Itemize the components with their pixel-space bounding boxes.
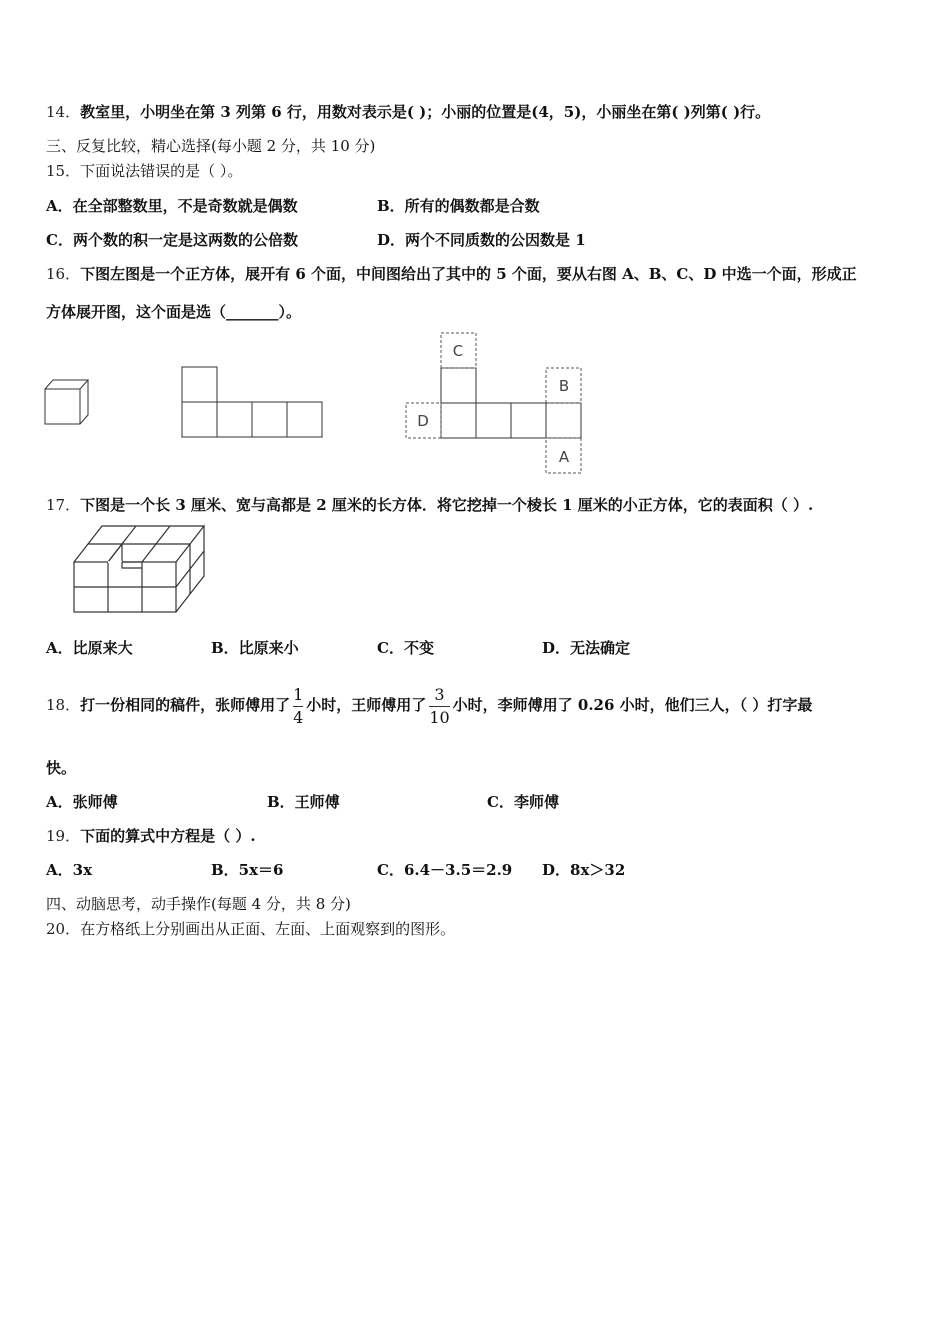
q19-option-d[interactable]: D．8x＞32 <box>542 861 626 879</box>
label-a: A <box>558 448 570 466</box>
q15-option-b[interactable]: B．所有的偶数都是合数 <box>377 197 540 215</box>
net-five-faces-figure <box>180 365 328 441</box>
q15-option-d[interactable]: D．两个不同质数的公因数是 1 <box>377 231 586 249</box>
label-b: B <box>558 377 570 395</box>
q18-option-a[interactable]: A．张师傅 <box>46 793 118 811</box>
question-20 <box>46 919 455 939</box>
cube-figure <box>40 372 96 430</box>
question-number: 17． <box>46 496 81 514</box>
question-number: 19． <box>46 827 81 845</box>
question-text-part-3: 小时，李师傅用了 0.26 小时，他们三人，（ ）打字最 <box>452 696 813 714</box>
section-4-title: 四、动脑思考，动手操作(每题 4 分，共 8 分) <box>46 895 351 913</box>
question-text: 在方格纸上分别画出从正面、左面、上面观察到的图形。 <box>80 920 456 938</box>
q19-option-b[interactable]: B．5x＝6 <box>211 861 284 879</box>
question-text: 下面说法错误的是（ ）。 <box>80 162 243 180</box>
question-15 <box>46 161 242 181</box>
fraction-numerator: 3 <box>434 684 445 704</box>
question-number: 18． <box>46 696 81 714</box>
label-d: D <box>417 412 429 430</box>
question-19 <box>46 826 256 846</box>
question-number: 15． <box>46 162 81 180</box>
question-16-line-1 <box>46 264 857 284</box>
question-text-part-2: 小时，王师傅用了 <box>306 696 427 714</box>
label-c: C <box>452 342 464 360</box>
fraction-numerator: 1 <box>293 684 304 704</box>
question-text: 下图是一个长 3 厘米、宽与高都是 2 厘米的长方体．将它挖掉一个棱长 1 厘米的小正方体，它的表面积（ ）. <box>80 496 814 514</box>
question-17 <box>46 495 813 515</box>
cuboid-figure <box>70 520 210 616</box>
fraction-denominator: 4 <box>293 707 304 727</box>
fraction-denominator: 10 <box>429 707 450 727</box>
q19-option-a[interactable]: A．3x <box>46 861 93 879</box>
question-text: 下面的算式中方程是（ ）. <box>80 827 256 845</box>
question-number: 16． <box>46 265 81 283</box>
question-text-part-1: 打一份相同的稿件，张师傅用了 <box>80 696 291 714</box>
q18-option-c[interactable]: C．李师傅 <box>487 793 559 811</box>
q17-option-d[interactable]: D．无法确定 <box>542 639 631 657</box>
q15-option-c[interactable]: C．两个数的积一定是这两数的公倍数 <box>46 231 298 249</box>
q18-option-b[interactable]: B．王师傅 <box>267 793 340 811</box>
question-number: 20． <box>46 920 81 938</box>
fraction-one-quarter <box>293 684 303 729</box>
question-number: 14． <box>46 103 81 121</box>
question-14 <box>46 102 770 122</box>
net-choice-figure <box>402 330 586 476</box>
question-18-continuation: 快。 <box>46 759 77 777</box>
q19-option-c[interactable]: C．6.4－3.5＝2.9 <box>377 861 513 879</box>
question-16-line-2: 方体展开图，这个面是选（_______）。 <box>46 303 302 321</box>
q17-option-c[interactable]: C．不变 <box>377 639 434 657</box>
q17-option-b[interactable]: B．比原来小 <box>211 639 299 657</box>
question-text: 下图左图是一个正方体，展开有 6 个面，中间图给出了其中的 5 个面，要从右图 A、B、C、D 中选一个面，形成正 <box>80 265 857 283</box>
section-3-title: 三、反复比较，精心选择(每小题 2 分，共 10 分) <box>46 137 376 155</box>
question-18 <box>46 670 812 740</box>
q15-option-a[interactable]: A．在全部整数里，不是奇数就是偶数 <box>46 197 298 215</box>
q17-option-a[interactable]: A．比原来大 <box>46 639 133 657</box>
fraction-three-tenths <box>429 684 449 729</box>
question-text: 教室里，小明坐在第 3 列第 6 行，用数对表示是( )；小丽的位置是(4，5)，小丽坐在第( )列第( )行。 <box>80 103 771 121</box>
